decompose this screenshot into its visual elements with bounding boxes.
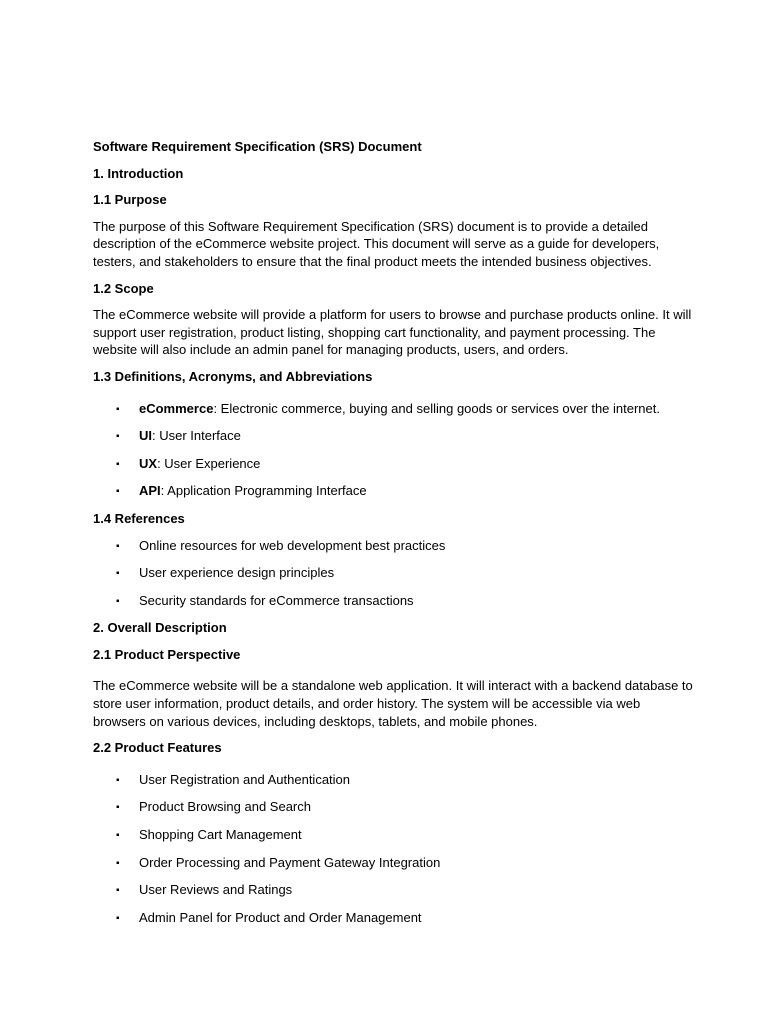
bullet-icon: ▪ <box>116 568 120 580</box>
subsection-heading-definitions: 1.3 Definitions, Acronyms, and Abbreviations <box>93 368 373 384</box>
references-list <box>93 537 693 610</box>
section-heading-introduction: 1. Introduction <box>93 165 184 181</box>
feature-text: Admin Panel for Product and Order Management <box>139 909 422 925</box>
definition-description: : User Experience <box>157 455 261 471</box>
list-item <box>93 881 693 899</box>
subsection-heading-product-perspective: 2.1 Product Perspective <box>93 646 241 662</box>
definition-term: API <box>139 483 161 499</box>
bullet-icon: ▪ <box>116 830 120 842</box>
product-perspective-paragraph: The eCommerce website will be a standalone web application. It will interact with a backend database to store user information, product details, and order history. The system will be accessible via web browsers on various devices, including desktops, tablets, and mobile phones. <box>93 678 693 729</box>
list-item <box>93 826 693 844</box>
list-item <box>93 854 693 872</box>
bullet-icon: ▪ <box>116 802 120 814</box>
bullet-icon: ▪ <box>116 431 120 443</box>
purpose-paragraph: The purpose of this Software Requirement Specification (SRS) document is to provide a detailed description of the eCommerce website project. This document will serve as a guide for developers, testers, and stakeholders to ensure that the final product meets the intended business objectives. <box>93 218 660 269</box>
scope-paragraph: The eCommerce website will provide a platform for users to browse and purchase products online. It will support user registration, product listing, shopping cart functionality, and payment processing. The website will also include an admin panel for managing products, users, and orders. <box>93 307 692 358</box>
definition-description: : User Interface <box>152 428 241 444</box>
feature-text: Shopping Cart Management <box>139 827 302 843</box>
list-item <box>93 798 693 816</box>
definition-term: UX <box>139 455 158 471</box>
feature-text: User Registration and Authentication <box>139 771 351 787</box>
definition-description: : Application Programming Interface <box>160 483 367 499</box>
bullet-icon: ▪ <box>116 912 120 924</box>
reference-text: Security standards for eCommerce transactions <box>139 592 414 608</box>
list-item <box>93 771 693 789</box>
list-item <box>93 482 693 500</box>
definition-description: : Electronic commerce, buying and selling goods or services over the internet. <box>213 400 660 416</box>
subsection-heading-purpose: 1.1 Purpose <box>93 192 167 208</box>
subsection-heading-references: 1.4 References <box>93 510 185 526</box>
bullet-icon: ▪ <box>116 458 120 470</box>
subsection-heading-product-features: 2.2 Product Features <box>93 740 222 756</box>
bullet-icon: ▪ <box>116 885 120 897</box>
feature-text: Order Processing and Payment Gateway Integration <box>139 854 441 870</box>
list-item <box>93 564 693 582</box>
subsection-heading-scope: 1.2 Scope <box>93 280 154 296</box>
list-item <box>93 427 693 445</box>
list-item <box>93 592 693 610</box>
definitions-list <box>93 400 693 500</box>
section-heading-overall-description: 2. Overall Description <box>93 620 227 636</box>
list-item <box>93 909 693 927</box>
features-list <box>93 771 693 927</box>
definition-term: eCommerce <box>139 400 214 416</box>
list-item <box>93 455 693 473</box>
list-item <box>93 537 693 555</box>
list-item <box>93 400 693 418</box>
definition-term: UI <box>139 428 152 444</box>
document-page <box>93 138 693 936</box>
document-title: Software Requirement Specification (SRS) Document <box>93 139 422 154</box>
feature-text: Product Browsing and Search <box>139 799 311 815</box>
bullet-icon: ▪ <box>116 540 120 552</box>
feature-text: User Reviews and Ratings <box>139 882 293 898</box>
reference-text: Online resources for web development best practices <box>139 537 446 553</box>
reference-text: User experience design principles <box>139 565 335 581</box>
bullet-icon: ▪ <box>116 595 120 607</box>
bullet-icon: ▪ <box>116 486 120 498</box>
bullet-icon: ▪ <box>116 857 120 869</box>
bullet-icon: ▪ <box>116 403 120 415</box>
bullet-icon: ▪ <box>116 774 120 786</box>
